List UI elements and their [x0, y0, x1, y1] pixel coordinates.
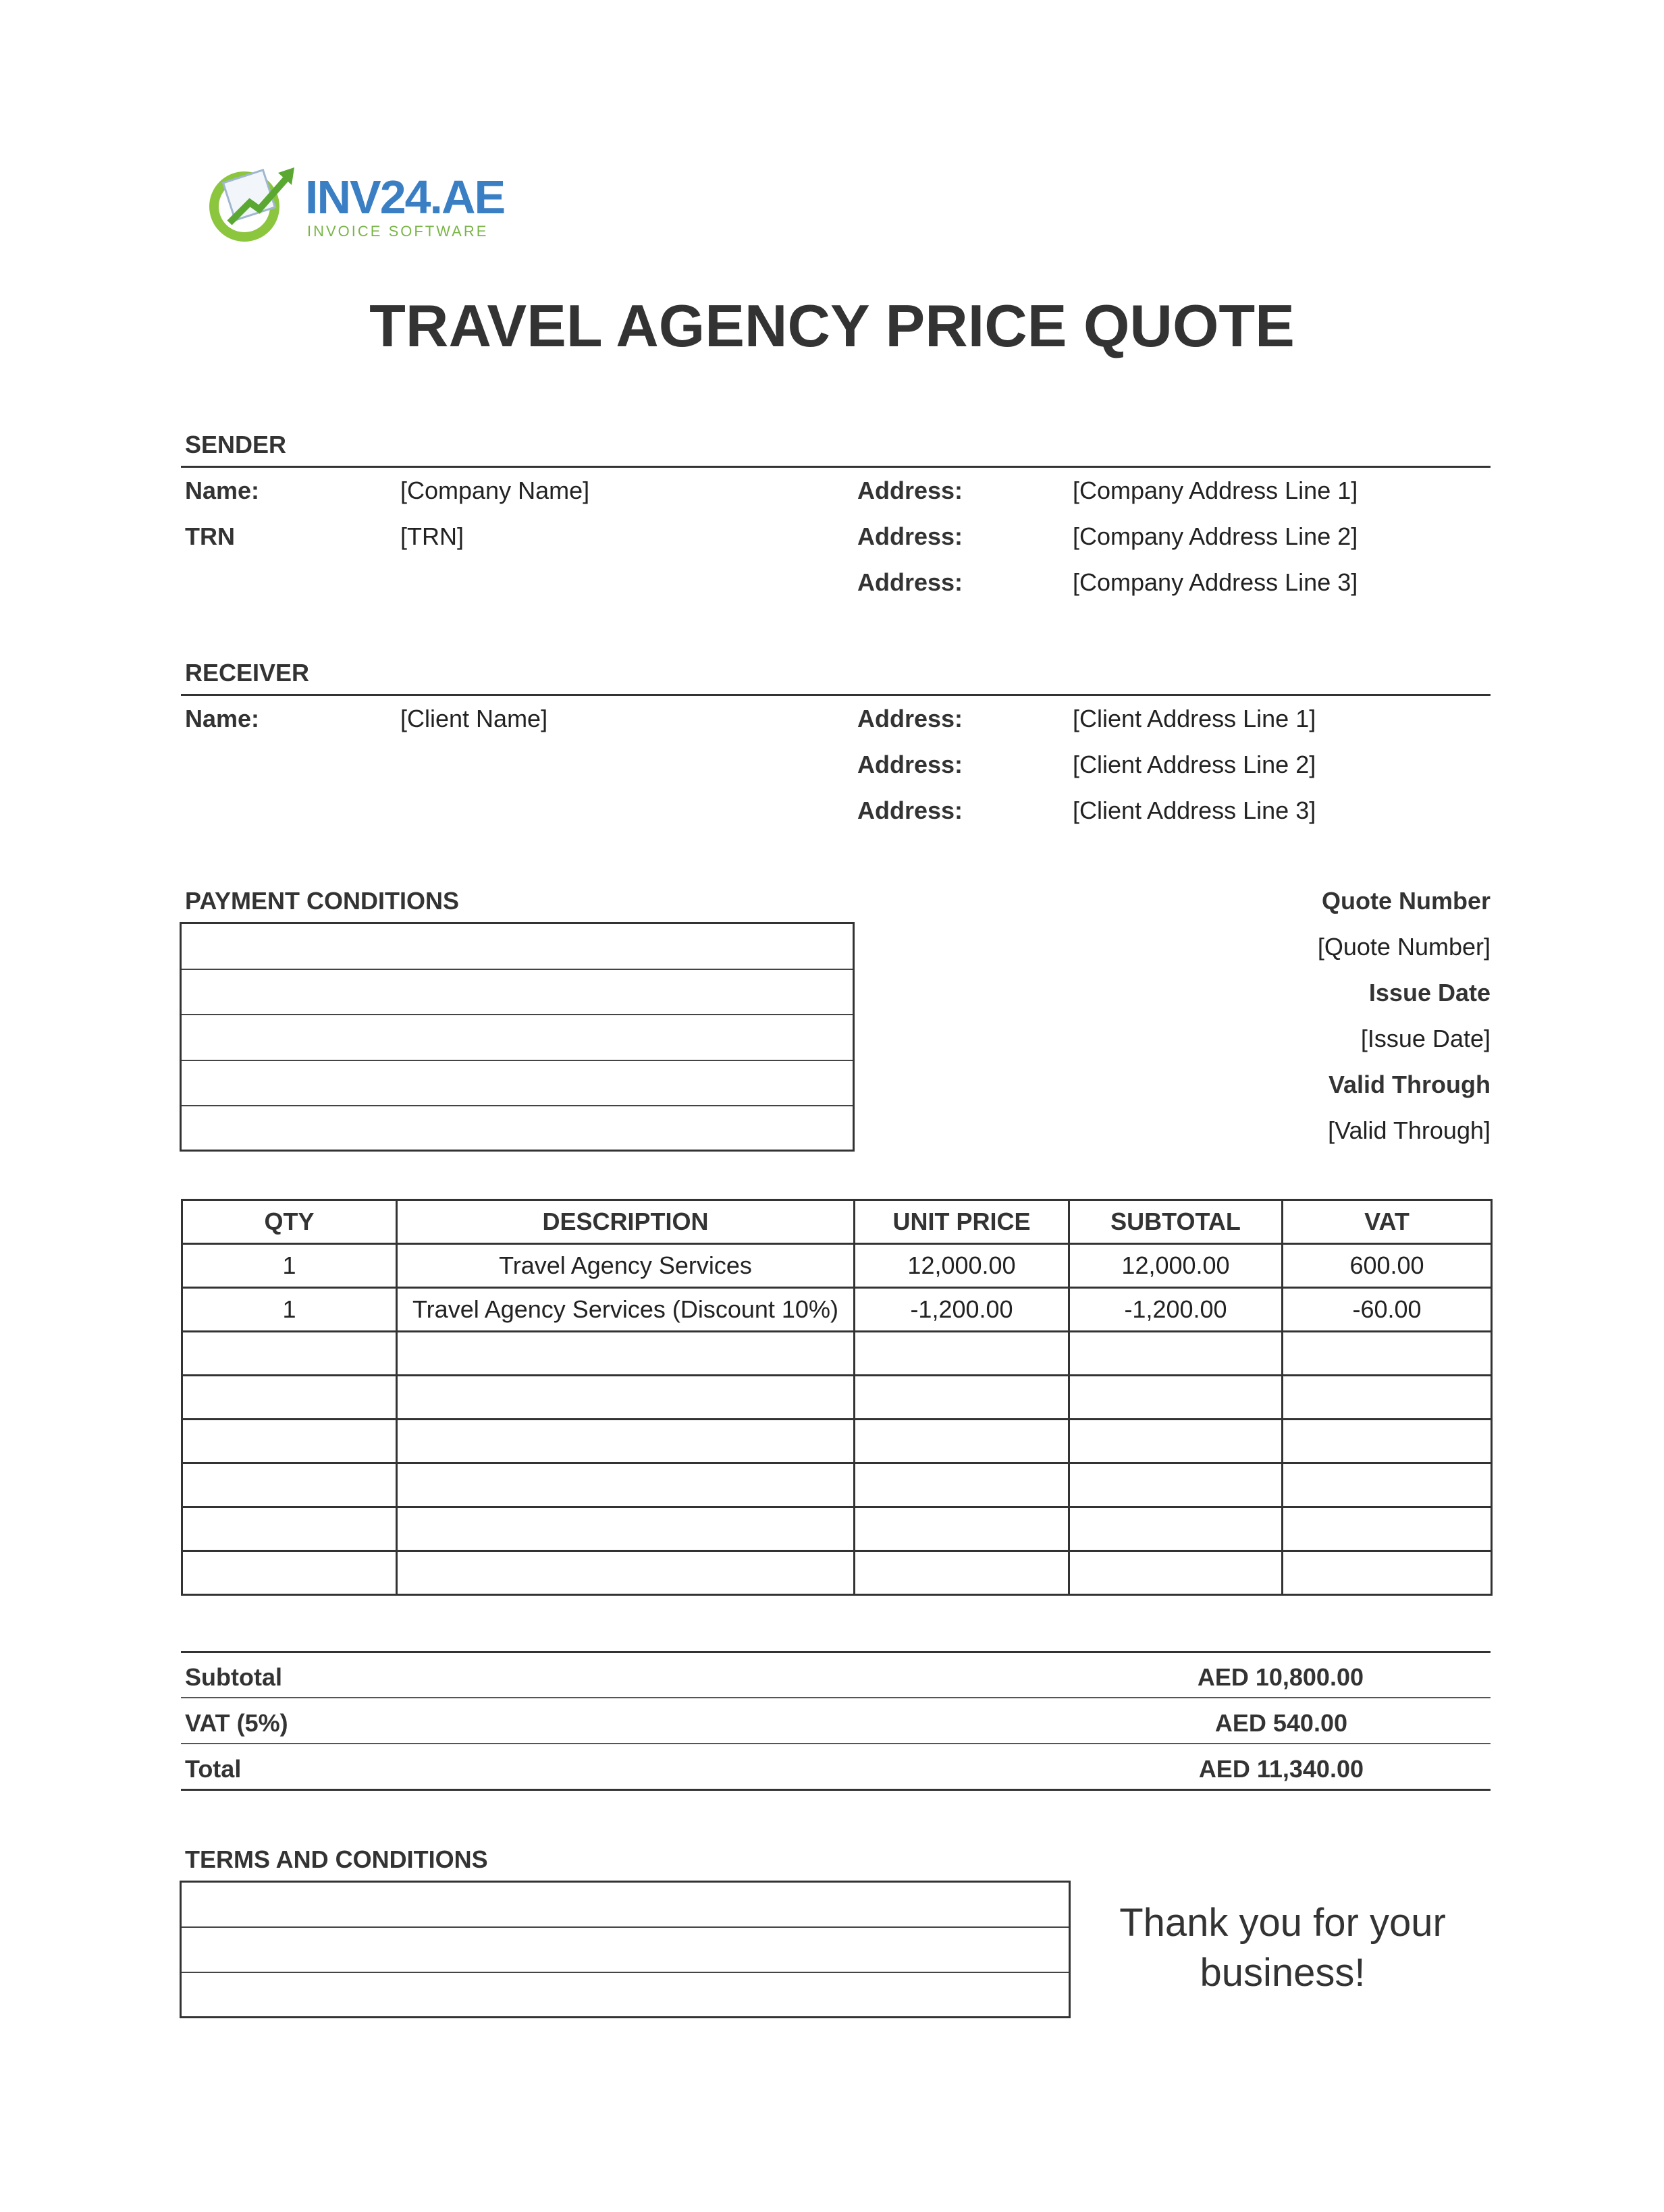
issue-date-value: [Issue Date]	[1360, 1025, 1491, 1052]
terms-box[interactable]	[180, 1881, 1071, 2018]
unit-price-cell[interactable]	[855, 1463, 1069, 1507]
vat-cell[interactable]: 600.00	[1283, 1244, 1492, 1288]
sender-address-label-3: Address:	[857, 568, 963, 596]
total-value: AED 11,340.00	[1198, 1755, 1364, 1783]
description-cell[interactable]	[397, 1507, 855, 1551]
logo-emblem-icon	[203, 155, 311, 250]
description-cell[interactable]: Travel Agency Services	[397, 1244, 855, 1288]
vat-cell[interactable]: -60.00	[1283, 1288, 1492, 1332]
table-row	[182, 1288, 1492, 1332]
valid-through-label: Valid Through	[1328, 1071, 1491, 1098]
sender-address-line-1: [Company Address Line 1]	[1073, 477, 1358, 504]
qty-cell[interactable]	[182, 1507, 397, 1551]
payment-condition-row[interactable]	[182, 1106, 853, 1150]
payment-conditions-box[interactable]	[180, 922, 855, 1152]
payment-condition-row[interactable]	[182, 924, 853, 970]
qty-cell[interactable]: 1	[182, 1244, 397, 1288]
terms-heading: TERMS AND CONDITIONS	[185, 1845, 488, 1873]
description-cell[interactable]	[397, 1551, 855, 1595]
receiver-address-line-3: [Client Address Line 3]	[1073, 797, 1316, 824]
receiver-address-line-1: [Client Address Line 1]	[1073, 705, 1316, 732]
document-title: TRAVEL AGENCY PRICE QUOTE	[369, 292, 1295, 359]
valid-through-value: [Valid Through]	[1328, 1116, 1491, 1144]
column-header-qty: QTY	[182, 1200, 397, 1244]
subtotal-label: Subtotal	[185, 1663, 282, 1691]
table-row	[182, 1551, 1492, 1595]
vat-cell[interactable]	[1283, 1507, 1492, 1551]
unit-price-cell[interactable]: 12,000.00	[855, 1244, 1069, 1288]
terms-row[interactable]	[182, 1973, 1069, 2016]
description-cell[interactable]	[397, 1376, 855, 1420]
receiver-address-label-3: Address:	[857, 797, 963, 824]
unit-price-cell[interactable]	[855, 1420, 1069, 1463]
receiver-divider	[181, 694, 1491, 696]
subtotal-cell[interactable]	[1069, 1332, 1283, 1376]
receiver-address-label-1: Address:	[857, 705, 963, 732]
table-header-row	[182, 1200, 1492, 1244]
unit-price-cell[interactable]	[855, 1332, 1069, 1376]
column-header-subtotal: SUBTOTAL	[1069, 1200, 1283, 1244]
sender-trn-value: [TRN]	[400, 522, 464, 550]
vat-cell[interactable]	[1283, 1420, 1492, 1463]
qty-cell[interactable]	[182, 1551, 397, 1595]
vat-label: VAT (5%)	[185, 1709, 288, 1737]
receiver-address-line-2: [Client Address Line 2]	[1073, 751, 1316, 778]
totals-divider	[181, 1743, 1491, 1744]
terms-row[interactable]	[182, 1883, 1069, 1928]
sender-name-label: Name:	[185, 477, 260, 504]
issue-date-label: Issue Date	[1368, 979, 1491, 1006]
qty-cell[interactable]: 1	[182, 1288, 397, 1332]
table-row	[182, 1332, 1492, 1376]
unit-price-cell[interactable]	[855, 1551, 1069, 1595]
sender-address-label-2: Address:	[857, 522, 963, 550]
sender-trn-label: TRN	[185, 522, 235, 550]
unit-price-cell[interactable]	[855, 1376, 1069, 1420]
line-items-table	[181, 1199, 1493, 1596]
sender-divider	[181, 466, 1491, 468]
table-row	[182, 1507, 1492, 1551]
sender-heading: SENDER	[185, 431, 287, 458]
qty-cell[interactable]	[182, 1420, 397, 1463]
qty-cell[interactable]	[182, 1332, 397, 1376]
column-header-vat: VAT	[1283, 1200, 1492, 1244]
table-row	[182, 1420, 1492, 1463]
thank-you-message	[1073, 1898, 1492, 1998]
receiver-name-value: [Client Name]	[400, 705, 548, 732]
description-cell[interactable]	[397, 1463, 855, 1507]
subtotal-value: AED 10,800.00	[1197, 1663, 1364, 1691]
totals-bottom-divider	[181, 1789, 1491, 1791]
unit-price-cell[interactable]	[855, 1507, 1069, 1551]
subtotal-cell[interactable]	[1069, 1551, 1283, 1595]
payment-conditions-heading: PAYMENT CONDITIONS	[185, 887, 460, 915]
subtotal-cell[interactable]	[1069, 1376, 1283, 1420]
column-header-description: DESCRIPTION	[397, 1200, 855, 1244]
table-row	[182, 1376, 1492, 1420]
vat-cell[interactable]	[1283, 1463, 1492, 1507]
table-row	[182, 1244, 1492, 1288]
qty-cell[interactable]	[182, 1376, 397, 1420]
receiver-address-label-2: Address:	[857, 751, 963, 778]
receiver-heading: RECEIVER	[185, 659, 310, 686]
terms-row[interactable]	[182, 1928, 1069, 1973]
thank-you-line-2: business!	[1200, 1951, 1366, 1995]
subtotal-cell[interactable]	[1069, 1420, 1283, 1463]
unit-price-cell[interactable]: -1,200.00	[855, 1288, 1069, 1332]
sender-address-line-3: [Company Address Line 3]	[1073, 568, 1358, 596]
thank-you-line-1: Thank you for your	[1119, 1901, 1446, 1945]
payment-condition-row[interactable]	[182, 970, 853, 1016]
description-cell[interactable]	[397, 1332, 855, 1376]
receiver-name-label: Name:	[185, 705, 260, 732]
subtotal-cell[interactable]: 12,000.00	[1069, 1244, 1283, 1288]
vat-cell[interactable]	[1283, 1376, 1492, 1420]
subtotal-cell[interactable]	[1069, 1463, 1283, 1507]
description-cell[interactable]	[397, 1420, 855, 1463]
logo-tagline: INVOICE SOFTWARE	[307, 223, 489, 240]
description-cell[interactable]: Travel Agency Services (Discount 10%)	[397, 1288, 855, 1332]
totals-top-divider	[181, 1651, 1491, 1653]
logo-name: INV24.AE	[305, 171, 505, 223]
table-row	[182, 1463, 1492, 1507]
payment-condition-row[interactable]	[182, 1015, 853, 1061]
quote-number-label: Quote Number	[1321, 887, 1491, 915]
column-header-unit-price: UNIT PRICE	[855, 1200, 1069, 1244]
totals-divider	[181, 1697, 1491, 1698]
qty-cell[interactable]	[182, 1463, 397, 1507]
sender-address-label-1: Address:	[857, 477, 963, 504]
subtotal-cell[interactable]	[1069, 1507, 1283, 1551]
sender-name-value: [Company Name]	[400, 477, 590, 504]
vat-cell[interactable]	[1283, 1332, 1492, 1376]
vat-value: AED 540.00	[1214, 1709, 1347, 1737]
payment-condition-row[interactable]	[182, 1061, 853, 1107]
vat-cell[interactable]	[1283, 1551, 1492, 1595]
subtotal-cell[interactable]: -1,200.00	[1069, 1288, 1283, 1332]
sender-address-line-2: [Company Address Line 2]	[1073, 522, 1358, 550]
total-label: Total	[185, 1755, 242, 1783]
quote-number-value: [Quote Number]	[1317, 933, 1491, 961]
